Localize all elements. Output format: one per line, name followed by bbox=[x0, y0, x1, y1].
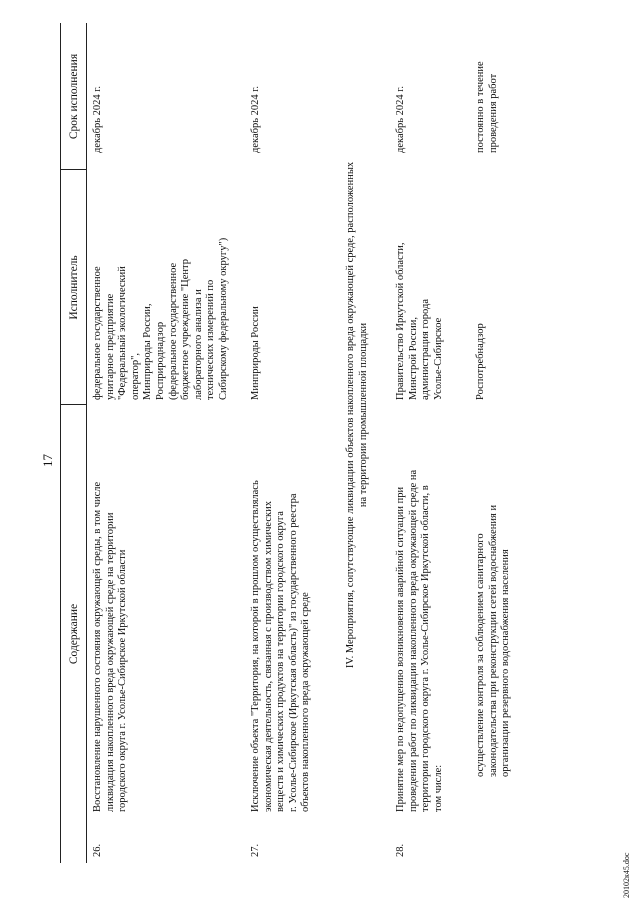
row-number: 26. bbox=[92, 843, 103, 857]
row-number: 27. bbox=[250, 843, 261, 857]
row-number: 28. bbox=[395, 843, 406, 857]
page-number: 17 bbox=[40, 454, 55, 467]
header-deadline: Срок исполнения bbox=[68, 53, 80, 140]
header-bottom-rule bbox=[86, 23, 87, 863]
row-content: Исключение объекта "Территория, на которой в прошлом осуществлялась экономическая деятельность, связанная с производством химических веществ и химических продуктов на территории городского округа г. Усолье-Сибирское (Иркутская область)" из государственного реестра объектов накопленного вреда окружающей среде bbox=[250, 480, 312, 812]
row-executor: Минприроды России bbox=[250, 306, 261, 400]
row-content: Принятие мер по недопущению возникновения аварийной ситуации при проведении работ по ликвидации накопленного вреда окружающей среде на территории городского округа г. Усолье-Сибирское Иркутской области, в том числе: bbox=[395, 469, 444, 812]
row-deadline: постоянно в течение проведения работ bbox=[475, 61, 499, 153]
row-executor: Роспотребнадзор bbox=[475, 323, 486, 400]
row-deadline: декабрь 2024 г. bbox=[92, 86, 103, 153]
row-executor: Правительство Иркутской области, Минстрой России, администрация города Усолье-Сибирское bbox=[395, 242, 444, 400]
row-deadline: декабрь 2024 г. bbox=[250, 86, 261, 153]
header-executor: Исполнитель bbox=[68, 255, 80, 320]
section-iv-heading: IV. Мероприятия, сопутствующие ликвидации объектов накопленного вреда окружающей среде, расположенных на территории промышленной площадки bbox=[345, 161, 369, 669]
header-content: Содержание bbox=[68, 603, 80, 665]
row-executor: федеральное государственное унитарное предприятие "Федеральный экологический оператор", Минприроды России, Росприроднадзор (федеральное государственное бюджетное учреждение "Центр лабораторного анализа и технических измерений по Сибирскому федеральному округу") bbox=[92, 237, 229, 400]
row-content: осуществление контроля за соблюдением санитарного законодательства при реконструкции сетей водоснабжения и организации резервного водоснабжения населения bbox=[475, 504, 512, 777]
file-name-footer: 20102к45.doc bbox=[622, 852, 631, 898]
table-top-rule bbox=[60, 23, 61, 863]
row-content: Восстановление нарушенного состояния окружающей среды, в том числе ликвидация накопленного вреда окружающей среде на территории городского округа г. Усолье-Сибирское Иркутской области bbox=[92, 481, 129, 812]
row-deadline: декабрь 2024 г. bbox=[395, 86, 406, 153]
